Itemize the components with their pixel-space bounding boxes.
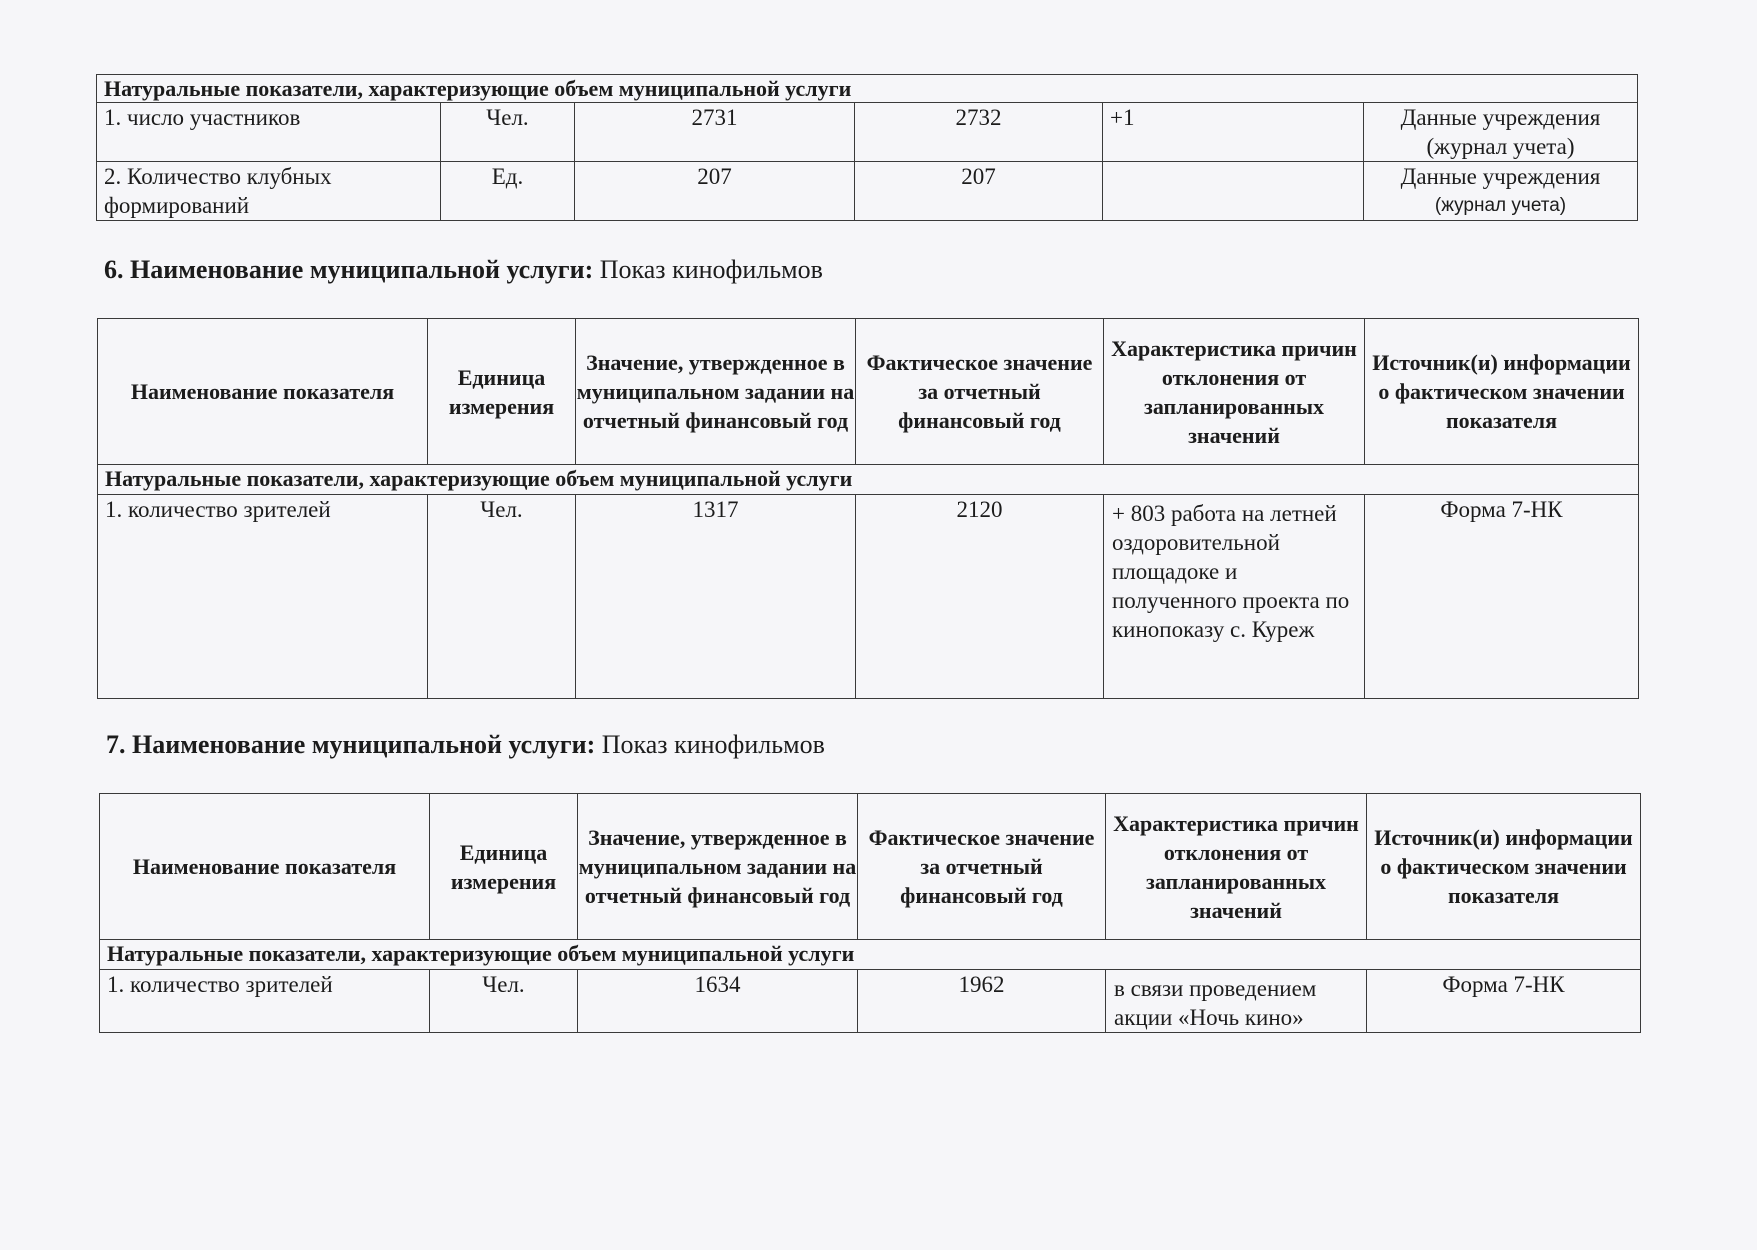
table-row [97,103,1638,162]
source-line: (журнал учета) [1426,134,1575,159]
planned-value: 2731 [575,103,855,162]
section-heading-6 [104,255,823,285]
section-value: Показ кинофильмов [601,730,825,759]
table-row [98,495,1639,699]
source-line: Данные учреждения [1400,164,1601,189]
actual-value: 2732 [855,103,1103,162]
table-subheader: Натуральные показатели, характеризующие объем муниципальной услуги [100,940,1641,970]
unit-cell: Чел. [430,970,578,1033]
header-source: Источник(и) информации о фактическом значении показателя [1365,319,1639,465]
unit-cell: Чел. [441,103,575,162]
section-label: 6. Наименование муниципальной услуги: [104,255,594,284]
planned-value: 1634 [578,970,858,1033]
deviation-cell: +1 [1103,103,1364,162]
indicator-name: 1. число участников [97,103,441,162]
header-actual: Фактическое значение за отчетный финансовый год [856,319,1104,465]
section-value: Показ кинофильмов [599,255,823,284]
actual-value: 1962 [858,970,1106,1033]
planned-value: 207 [575,162,855,221]
header-unit: Единица измерения [430,794,578,940]
indicator-name: 1. количество зрителей [98,495,428,699]
header-source: Источник(и) информации о фактическом значении показателя [1367,794,1641,940]
source-cell [1364,162,1638,221]
header-name: Наименование показателя [100,794,430,940]
table-subheader: Натуральные показатели, характеризующие объем муниципальной услуги [98,465,1639,495]
table-club-participants [96,74,1638,221]
source-cell: Форма 7-НК [1367,970,1641,1033]
section-label: 7. Наименование муниципальной услуги: [106,730,596,759]
table-film-viewers-7 [99,793,1641,1033]
actual-value: 207 [855,162,1103,221]
indicator-name: 2. Количество клубных формирований [97,162,441,221]
unit-cell: Чел. [428,495,576,699]
deviation-cell: в связи проведением акции «Ночь кино» [1106,970,1367,1033]
source-line: (журнал учета) [1434,195,1567,216]
source-cell [1364,103,1638,162]
table-subheader: Натуральные показатели, характеризующие объем муниципальной услуги [97,75,1638,103]
deviation-cell [1103,162,1364,221]
section-heading-7 [106,730,825,760]
header-deviation: Характеристика причин отклонения от запланированных значений [1106,794,1367,940]
deviation-cell: + 803 работа на летней оздоровительной площадоке и полученного проекта по кинопоказу с. Куреж [1104,495,1365,699]
unit-cell: Ед. [441,162,575,221]
header-planned: Значение, утвержденное в муниципальном задании на отчетный финансовый год [576,319,856,465]
indicator-name: 1. количество зрителей [100,970,430,1033]
header-actual: Фактическое значение за отчетный финансовый год [858,794,1106,940]
header-name: Наименование показателя [98,319,428,465]
table-row [100,970,1641,1033]
actual-value: 2120 [856,495,1104,699]
header-planned: Значение, утвержденное в муниципальном задании на отчетный финансовый год [578,794,858,940]
table-row [97,162,1638,221]
source-line: Данные учреждения [1400,105,1601,130]
planned-value: 1317 [576,495,856,699]
header-unit: Единица измерения [428,319,576,465]
source-cell: Форма 7-НК [1365,495,1639,699]
header-deviation: Характеристика причин отклонения от запланированных значений [1104,319,1365,465]
table-film-viewers-6 [97,318,1639,699]
